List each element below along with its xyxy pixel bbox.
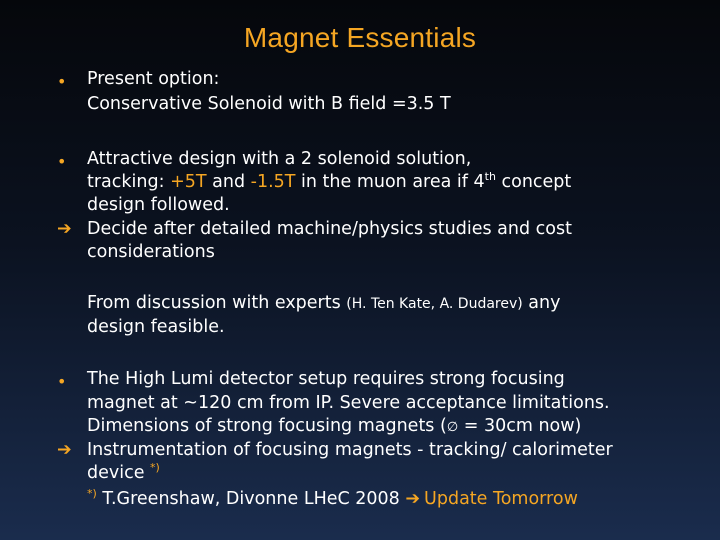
bullet-text-line: Present option: bbox=[87, 69, 220, 89]
bullet-dot: • bbox=[57, 152, 67, 171]
bullet-dot: • bbox=[57, 72, 67, 91]
experts-names: (H. Ten Kate, A. Dudarev) bbox=[346, 296, 523, 312]
footnote-marker: *) bbox=[150, 461, 160, 474]
bullet-dot: • bbox=[57, 372, 67, 391]
bullet-text-line: The High Lumi detector setup requires strong focusing bbox=[87, 369, 565, 389]
slide-title: Magnet Essentials bbox=[243, 22, 477, 53]
right-arrow-icon: ➔ bbox=[405, 489, 421, 509]
bullet-text-line: Conservative Solenoid with B field =3.5 T bbox=[87, 94, 451, 114]
diameter-symbol: ∅ bbox=[446, 420, 459, 435]
bullet-text-line: design followed. bbox=[87, 195, 230, 215]
bullet-text-line: Decide after detailed machine/physics studies and cost bbox=[87, 219, 572, 239]
update-tomorrow-text: Update Tomorrow bbox=[424, 489, 578, 509]
right-arrow-icon: ➔ bbox=[57, 219, 72, 239]
footnote-marker: *) bbox=[87, 487, 97, 500]
field-value-muon: -1.5T bbox=[250, 172, 296, 192]
bullet-text-line: Instrumentation of focusing magnets - tracking/ calorimeter bbox=[87, 440, 613, 460]
text-run: concept bbox=[495, 172, 572, 192]
text-run: T.Greenshaw, Divonne LHeC 2008 bbox=[96, 489, 406, 509]
text-run: device bbox=[87, 463, 151, 483]
bullet-text-line bbox=[87, 171, 571, 194]
text-run: any bbox=[522, 293, 561, 313]
bullet-text-line bbox=[87, 415, 581, 439]
text-run: tracking: bbox=[87, 172, 171, 192]
paragraph-line: design feasible. bbox=[87, 317, 225, 337]
bullet-text-line: considerations bbox=[87, 242, 215, 262]
text-run: From discussion with experts bbox=[87, 293, 347, 313]
text-run: = 30cm now) bbox=[458, 416, 582, 436]
field-value-tracking: +5T bbox=[170, 172, 207, 192]
text-run: Dimensions of strong focusing magnets ( bbox=[87, 416, 447, 436]
right-arrow-icon: ➔ bbox=[57, 440, 72, 460]
bullet-text-line: Attractive design with a 2 solenoid solution, bbox=[87, 149, 472, 169]
text-run: and bbox=[206, 172, 251, 192]
superscript: th bbox=[484, 170, 496, 183]
bullet-text-line: magnet at ~120 cm from IP. Severe acceptance limitations. bbox=[87, 393, 610, 413]
footnote-line bbox=[87, 488, 578, 511]
paragraph-line bbox=[87, 292, 560, 316]
bullet-text-line bbox=[87, 462, 160, 485]
text-run: in the muon area if 4 bbox=[295, 172, 485, 192]
